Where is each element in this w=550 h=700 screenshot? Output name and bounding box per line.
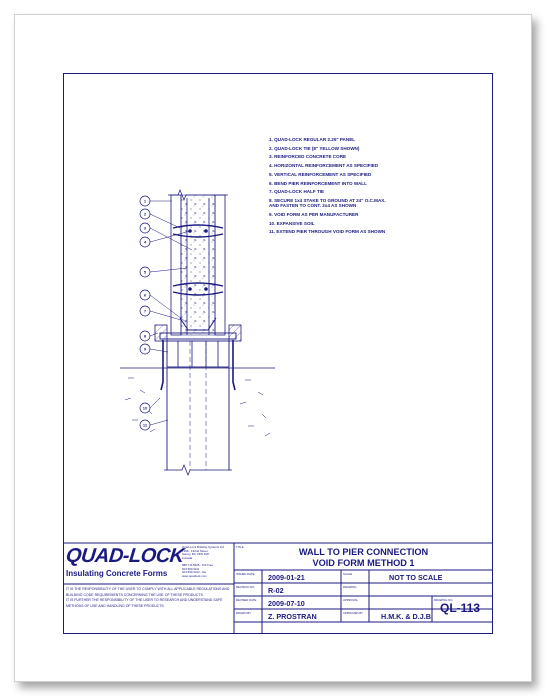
contact-line: www.quadlock.com	[182, 573, 207, 578]
note-item: 7. QUAD-LOCK HALF TIE	[269, 189, 325, 195]
company-line: Quad-Lock Building Systems Ltd.	[182, 545, 225, 549]
disclaimer-text: IT IS THE RESPONSIBILITY OF THE USER TO COMPLY WITH ALL APPLICABLE REGULATIONS AND BUILDING CODE REQUIREMENTS CONCERNING THE USE OF THESE PRODUCTS. IT IS FURTHER THE RESPONSIBILITY OF THE USER TO RESEARCH AND UNDERSTAND SAFE METHODS OF USE AND HANDLING OF THESE PRODUCTS.	[66, 587, 230, 608]
revised-date-value: 2009-07-10	[268, 599, 305, 608]
scale-value: NOT TO SCALE	[389, 573, 443, 582]
issued-date-value: 2009-01-21	[268, 573, 305, 582]
callout-number: 3	[143, 225, 147, 231]
note-item: 3. REINFORCED CONCRETE CORE	[269, 154, 347, 160]
issued-date-label: ISSUED DATE	[236, 572, 255, 576]
note-item: 2. QUAD-LOCK TIE (8" YELLOW SHOWN)	[269, 145, 360, 151]
logo-brand: QUAD-LOCK	[64, 545, 185, 567]
note-item: 4. HORIZONTAL REINFORCEMENT AS SPECIFIED	[269, 163, 379, 169]
callout-number: 5	[143, 269, 147, 275]
callout-number: 1	[143, 198, 147, 204]
title-label: TITLE	[236, 545, 244, 549]
company-line: 7398 - 132nd Street	[182, 548, 208, 553]
callout-number: 7	[143, 308, 147, 314]
note-item: 1. QUAD-LOCK REGULAR 2.25" PANEL	[269, 137, 356, 142]
drawing-number-label: DRAWING NO.	[434, 598, 454, 602]
company-line: Canada	[182, 555, 193, 560]
scale-label: SCALE	[343, 572, 353, 576]
company-address	[182, 546, 225, 560]
callout-number: 2	[143, 211, 147, 217]
company-contact	[182, 564, 213, 578]
revision-value: R-02	[268, 586, 284, 595]
note-item: 11. EXTEND PIER THROUGH VOID FORM AS SHOWN	[269, 229, 386, 235]
revised-date-label: REVISED DATE	[236, 598, 257, 602]
approved-by-label: APPROVED BY	[343, 611, 364, 615]
callout-number: 6	[143, 292, 147, 298]
callout-number: 10	[142, 405, 148, 411]
note-item: 5. VERTICAL REINFORCEMENT AS SPECIFIED	[269, 171, 372, 177]
callout-number: 11	[142, 422, 148, 428]
note-item: 10. EXPANSIVE SOIL	[269, 220, 315, 226]
logo-tagline: Insulating Concrete Forms	[66, 569, 168, 578]
contact-line: 888.711.5625 - Toll Free	[182, 563, 214, 567]
company-line: Surrey, BC V3W 4M7	[182, 552, 210, 557]
note-item: 9. VOID FORM AS PER MANUFACTURER	[269, 212, 359, 218]
contact-line: 604.590.3111	[182, 566, 200, 571]
drawing-number: QL-113	[440, 601, 481, 615]
note-item: 8. SECURE 1x4 STAKE TO GROUND AT 24" O.C.MAX. AND FASTEN TO CONT. 2x4 AS SHOWN	[269, 197, 386, 209]
note-item: 6. BEND PIER REINFORCEMENT INTO WALL	[269, 180, 367, 186]
callout-number: 4	[143, 239, 147, 245]
approved-by-value: H.M.K. & D.J.B.	[381, 612, 433, 621]
drawn-by-label: DRAWN BY	[236, 611, 251, 615]
revision-label: REVISION NO.	[236, 585, 256, 589]
approval-label: APPROVAL	[343, 598, 358, 602]
drawing-title-line1: WALL TO PIER CONNECTION	[298, 547, 429, 557]
drawn-by-value: Z. PROSTRAN	[268, 612, 317, 621]
callout-number: 9	[143, 346, 147, 352]
callout-number: 8	[143, 333, 147, 339]
contact-line: 604.590.3412 - fax	[182, 570, 207, 575]
drawing-title-line2: VOID FORM METHOD 1	[312, 558, 415, 568]
drawing-label: DRAWING	[343, 585, 357, 589]
